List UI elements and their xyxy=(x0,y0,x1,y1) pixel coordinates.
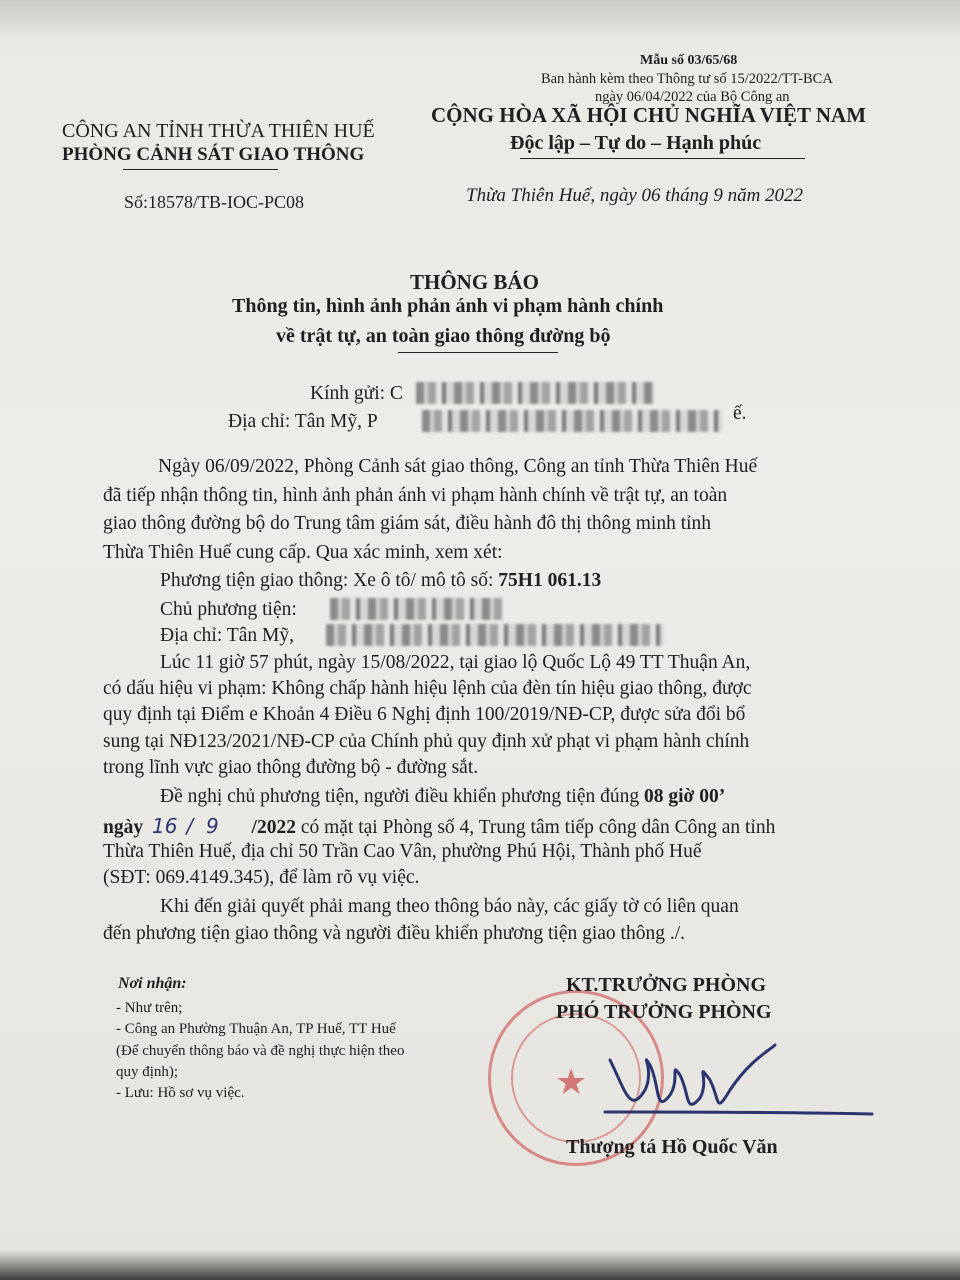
document-title: THÔNG BÁO xyxy=(410,270,539,294)
document-subtitle-1: Thông tin, hình ảnh phản ánh vi phạm hành chính xyxy=(232,295,664,317)
para2-line3: quy định tại Điểm e Khoản 4 Điều 6 Nghị định 100/2019/NĐ-CP, được sửa đổi bổ xyxy=(103,704,746,725)
recipient-item-1: - Như trên; xyxy=(116,1000,183,1016)
redacted-owner xyxy=(330,598,502,620)
to-label: Kính gửi: xyxy=(310,383,390,404)
vehicle-line xyxy=(160,570,601,592)
para1-line2: đã tiếp nhận thông tin, hình ảnh phản ánh vi phạm hành chính về trật tự, an toàn xyxy=(103,485,728,506)
document-subtitle-2: về trật tự, an toàn giao thông đường bộ xyxy=(276,325,611,347)
issued-by-line-1: Ban hành kèm theo Thông tư số 15/2022/TT-BCA xyxy=(541,71,833,87)
signer-title-2: PHÓ TRƯỞNG PHÒNG xyxy=(556,1001,772,1023)
recipients-heading: Nơi nhận: xyxy=(118,975,187,992)
signer-name: Thượng tá Hồ Quốc Văn xyxy=(566,1136,778,1158)
bottom-shadow xyxy=(0,1250,960,1280)
recipient-item-2: - Công an Phường Thuận An, TP Huế, TT Huế xyxy=(116,1021,396,1037)
para2-line5: trong lĩnh vực giao thông đường bộ - đường sắt. xyxy=(103,757,479,778)
appointment-time: 08 giờ 00’ xyxy=(644,786,726,807)
to-visible: C xyxy=(389,383,403,404)
para3-line3: Thừa Thiên Huế, địa chỉ 50 Trần Cao Vân, phường Phú Hội, Thành phố Huế xyxy=(103,841,702,862)
owner-label: Chủ phương tiện: xyxy=(160,599,297,620)
owner-address-label: Địa chỉ: Tân Mỹ, xyxy=(160,625,294,646)
redacted-address xyxy=(422,410,722,432)
para3-line4: (SĐT: 069.4149.345), để làm rõ vụ việc. xyxy=(103,867,420,888)
para2-line1: Lúc 11 giờ 57 phút, ngày 15/08/2022, tại giao lộ Quốc Lộ 49 TT Thuận An, xyxy=(160,652,751,673)
vehicle-label: Phương tiện giao thông: Xe ô tô/ mô tô số: xyxy=(160,570,499,591)
recipient-address-label: Địa chỉ: Tân Mỹ, P xyxy=(228,411,378,432)
to-line xyxy=(310,383,403,405)
para3-line2-rest: có mặt tại Phòng số 4, Trung tâm tiếp công dân Công an tỉnh xyxy=(300,817,776,838)
subtitle-underline xyxy=(398,352,558,353)
recipient-item-4: quy định); xyxy=(116,1064,179,1080)
para1-line3: giao thông đường bộ do Trung tâm giám sát, điều hành đô thị thông minh tỉnh xyxy=(103,513,712,534)
para3-line1 xyxy=(160,786,725,808)
motto-underline xyxy=(520,158,805,159)
form-number: Mẫu số 03/65/68 xyxy=(640,53,738,68)
national-motto: Độc lập – Tự do – Hạnh phúc xyxy=(510,132,762,154)
para1-line4: Thừa Thiên Huế cung cấp. Qua xác minh, xem xét: xyxy=(103,542,503,563)
para3-line2: ngày 16 / 9 /2022 có mặt tại Phòng số 4, Trung tâm tiếp công dân Công an tỉnh xyxy=(103,814,776,838)
agency-parent: CÔNG AN TỈNH THỪA THIÊN HUẾ xyxy=(62,120,375,142)
redacted-name xyxy=(416,382,654,404)
day-label: ngày xyxy=(103,817,144,838)
national-title: CỘNG HÒA XÃ HỘI CHỦ NGHĨA VIỆT NAM xyxy=(431,103,867,127)
appointment-year: /2022 xyxy=(251,817,296,838)
para4-line1: Khi đến giải quyết phải mang theo thông báo này, các giấy tờ có liên quan xyxy=(160,896,739,917)
para4-line2: đến phương tiện giao thông và người điều khiển phương tiện giao thông ./. xyxy=(103,923,686,944)
license-plate: 75H1 061.13 xyxy=(498,570,602,591)
place-and-date: Thừa Thiên Huế, ngày 06 tháng 9 năm 2022 xyxy=(466,185,804,206)
recipient-address-tail: ế. xyxy=(733,403,747,424)
recipient-item-5: - Lưu: Hồ sơ vụ việc. xyxy=(116,1085,245,1101)
handwritten-month: 9 xyxy=(205,814,219,838)
para1-line1: Ngày 06/09/2022, Phòng Cảnh sát giao thông, Công an tỉnh Thừa Thiên Huế xyxy=(158,456,758,477)
para3-text: Đề nghị chủ phương tiện, người điều khiển phương tiện đúng xyxy=(160,786,644,807)
document-number: Số:18578/TB-IOC-PC08 xyxy=(124,192,305,212)
seal-star-icon: ★ xyxy=(555,1062,588,1103)
handwritten-day: 16 xyxy=(151,814,178,838)
agency-underline xyxy=(123,169,278,170)
top-shadow xyxy=(0,0,960,40)
redacted-owner-address xyxy=(326,624,664,646)
recipient-item-3: (Để chuyển thông báo và đề nghị thực hiện theo xyxy=(116,1043,405,1059)
handwritten-signature xyxy=(600,1020,890,1130)
agency-name: PHÒNG CẢNH SÁT GIAO THÔNG xyxy=(62,144,365,165)
issued-by-line-2: ngày 06/04/2022 của Bộ Công an xyxy=(595,89,790,105)
signer-title-1: KT.TRƯỞNG PHÒNG xyxy=(566,974,766,996)
para2-line2: có dấu hiệu vi phạm: Không chấp hành hiệu lệnh của đèn tín hiệu giao thông, được xyxy=(103,678,752,699)
para2-line4: sung tại NĐ123/2021/NĐ-CP của Chính phủ quy định xử phạt vi phạm hành chính xyxy=(103,731,750,752)
